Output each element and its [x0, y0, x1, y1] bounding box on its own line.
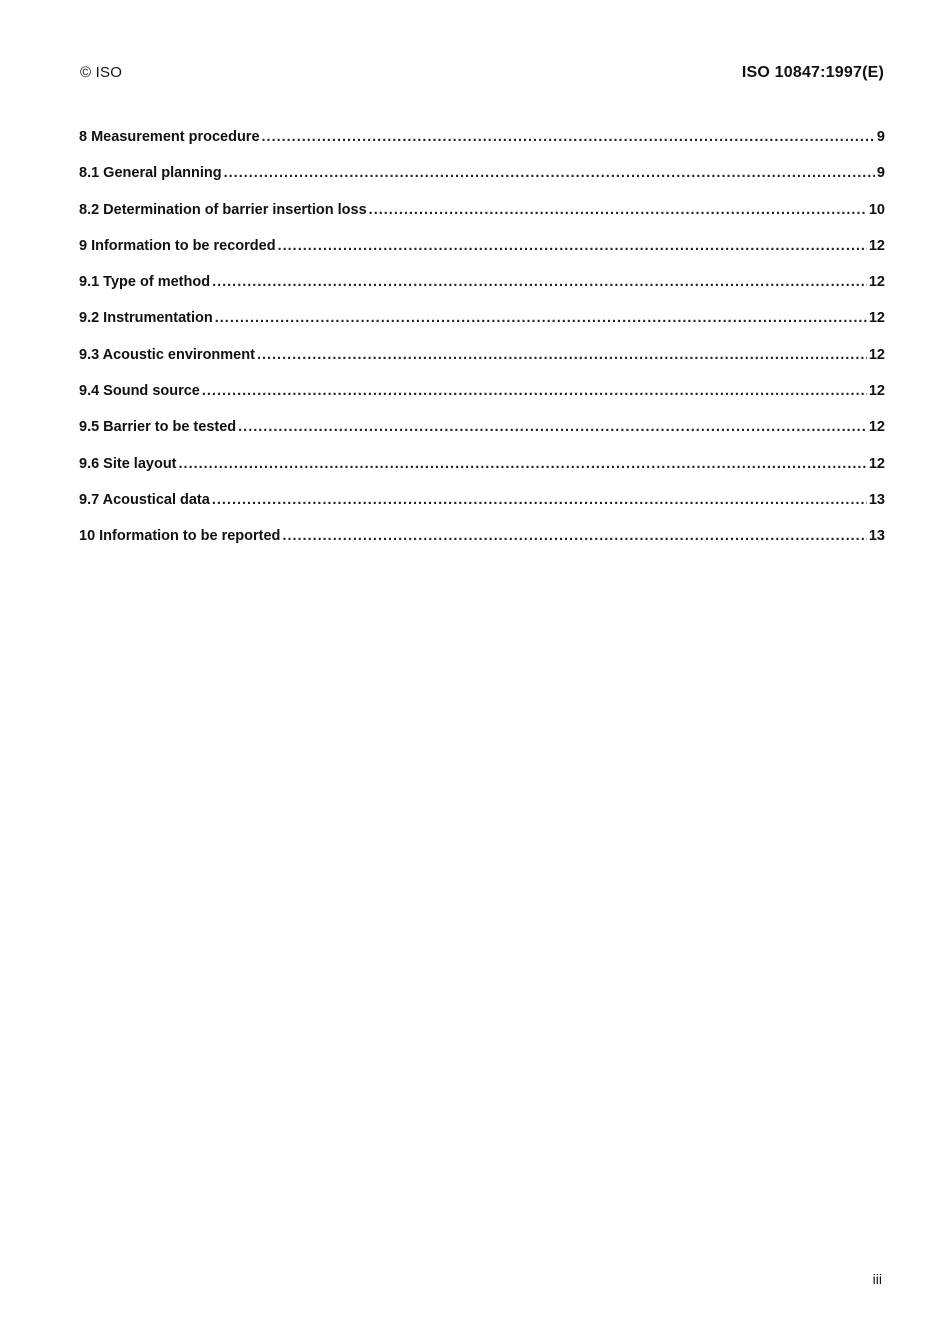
toc-entry-title: 9.7 Acoustical data	[79, 491, 210, 508]
toc-entry[interactable]	[79, 491, 885, 527]
toc-entry-title: 8.2 Determination of barrier insertion loss	[79, 201, 367, 218]
toc-leader-dots	[278, 237, 867, 255]
toc-leader-dots	[224, 164, 875, 182]
toc-entry-page: 13	[868, 491, 885, 508]
page-number: iii	[872, 1271, 882, 1287]
toc-entry[interactable]	[79, 201, 885, 237]
standard-identifier: ISO 10847:1997(E)	[741, 64, 884, 81]
toc-leader-dots	[202, 382, 867, 400]
toc-entry-page: 9	[876, 129, 885, 145]
toc-entry-page: 12	[868, 419, 885, 436]
toc-entry-title: 9.4 Sound source	[79, 383, 200, 400]
toc-entry[interactable]	[79, 273, 885, 309]
toc-leader-dots	[238, 418, 867, 436]
toc-leader-dots	[369, 201, 867, 219]
toc-entry-page: 12	[868, 237, 885, 254]
toc-leader-dots	[282, 527, 866, 545]
copyright-notice: © ISO	[80, 64, 123, 81]
toc-entry-page: 13	[868, 528, 885, 545]
toc-entry[interactable]	[79, 346, 885, 382]
toc-entry[interactable]	[79, 164, 885, 200]
toc-entry-title: 9.5 Barrier to be tested	[79, 419, 237, 436]
toc-entry-page: 10	[868, 201, 885, 218]
toc-entry-page: 12	[868, 346, 885, 363]
toc-entry-title: 9 Information to be recorded	[79, 237, 276, 254]
toc-entry-title: 9.1 Type of method	[79, 274, 211, 291]
toc-entry-page: 9	[876, 165, 885, 182]
table-of-contents	[79, 128, 885, 564]
toc-entry[interactable]	[79, 309, 885, 345]
toc-entry-title: 10 Information to be reported	[79, 528, 281, 545]
toc-leader-dots	[212, 273, 867, 291]
toc-entry[interactable]	[79, 527, 885, 563]
toc-entry-title: 9.6 Site layout	[79, 455, 177, 472]
toc-entry[interactable]	[79, 128, 885, 164]
toc-entry[interactable]	[79, 455, 885, 491]
toc-leader-dots	[212, 491, 867, 509]
toc-entry[interactable]	[79, 237, 885, 273]
toc-entry-page: 12	[868, 310, 885, 327]
toc-leader-dots	[257, 346, 867, 364]
toc-leader-dots	[179, 455, 867, 473]
toc-entry-page: 12	[868, 455, 885, 472]
toc-entry-page: 12	[868, 274, 885, 291]
toc-leader-dots	[215, 309, 867, 327]
toc-entry-title: 9.3 Acoustic environment	[79, 346, 255, 363]
toc-entry-title: 9.2 Instrumentation	[79, 310, 213, 327]
toc-entry-title: 8 Measurement procedure	[79, 129, 260, 145]
toc-entry-title: 8.1 General planning	[79, 165, 222, 182]
toc-leader-dots	[262, 128, 875, 146]
toc-entry[interactable]	[79, 382, 885, 418]
toc-entry[interactable]	[79, 418, 885, 454]
toc-entry-page: 12	[868, 383, 885, 400]
